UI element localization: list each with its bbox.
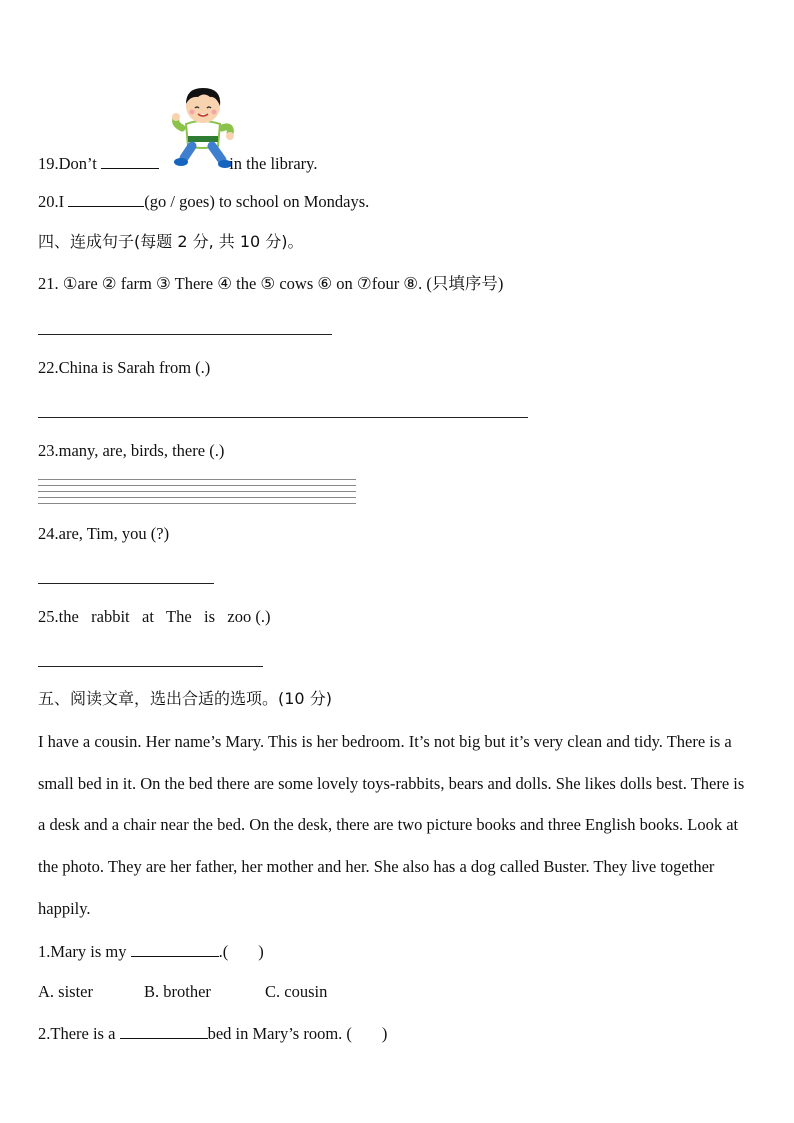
question-25: 25.the rabbit at The is zoo (.): [38, 607, 271, 626]
reading-question-2-prefix: 2.There is a: [38, 1024, 116, 1043]
section-4-heading: 四、连成句子(每题 2 分, 共 10 分)。: [38, 232, 304, 251]
question-24: 24.are, Tim, you (?): [38, 524, 170, 543]
question-25-answer-line[interactable]: [38, 666, 263, 667]
reading-question-2-suffix: bed in Mary’s room. (: [207, 1024, 352, 1043]
reading-question-2: [38, 1022, 387, 1045]
question-20-blank[interactable]: [68, 190, 144, 207]
question-20: [38, 190, 369, 213]
question-21: 21. ①are ② farm ③ There ④ the ⑤ cows ⑥ on ⑦four ⑧. (只填序号): [38, 274, 504, 293]
question-23-writing-line-1[interactable]: [38, 479, 356, 480]
question-23: 23.many, are, birds, there (.): [38, 441, 225, 460]
question-23-writing-line-2[interactable]: [38, 485, 356, 486]
question-23-writing-line-3[interactable]: [38, 491, 356, 492]
reading-question-2-close: ): [381, 1024, 388, 1043]
question-22: 22.China is Sarah from (.): [38, 358, 211, 377]
question-19: [38, 152, 317, 175]
reading-question-1-options: [38, 981, 327, 1003]
option-b[interactable]: B. brother: [144, 982, 211, 1001]
reading-question-1-close: ): [258, 942, 264, 961]
reading-question-2-blank[interactable]: [120, 1022, 208, 1039]
option-c[interactable]: C. cousin: [265, 982, 328, 1001]
question-23-writing-line-5[interactable]: [38, 503, 356, 504]
reading-question-1: [38, 940, 264, 963]
question-23-writing-line-4[interactable]: [38, 497, 356, 498]
question-24-answer-line[interactable]: [38, 583, 214, 584]
option-a[interactable]: A. sister: [38, 982, 93, 1001]
question-19-blank[interactable]: [101, 152, 159, 169]
question-19-suffix: in the library.: [229, 154, 318, 173]
reading-question-1-prefix: 1.Mary is my: [38, 942, 127, 961]
section-5-heading: 五、阅读文章，选出合适的选项。(10 分): [38, 689, 332, 708]
question-20-suffix: (go / goes) to school on Mondays.: [144, 192, 370, 211]
question-22-answer-line[interactable]: [38, 417, 528, 418]
reading-passage: I have a cousin. Her name’s Mary. This is her bedroom. It’s not big but it’s very clean and tidy. There is a small bed in it. On the bed there are some lovely toys-rabbits, bears and dolls. She likes dolls best. There is a desk and a chair near the bed. On the desk, there are two picture books and three English books. Look at the photo. They are her father, her mother and her. She also has a dog called Buster. They live together happily.: [38, 732, 745, 918]
reading-question-1-suffix: .(: [218, 942, 229, 961]
reading-question-1-blank[interactable]: [131, 940, 219, 957]
question-19-prefix: 19.Don’t: [38, 154, 97, 173]
question-21-answer-line[interactable]: [38, 334, 332, 335]
question-20-prefix: 20.I: [38, 192, 65, 211]
